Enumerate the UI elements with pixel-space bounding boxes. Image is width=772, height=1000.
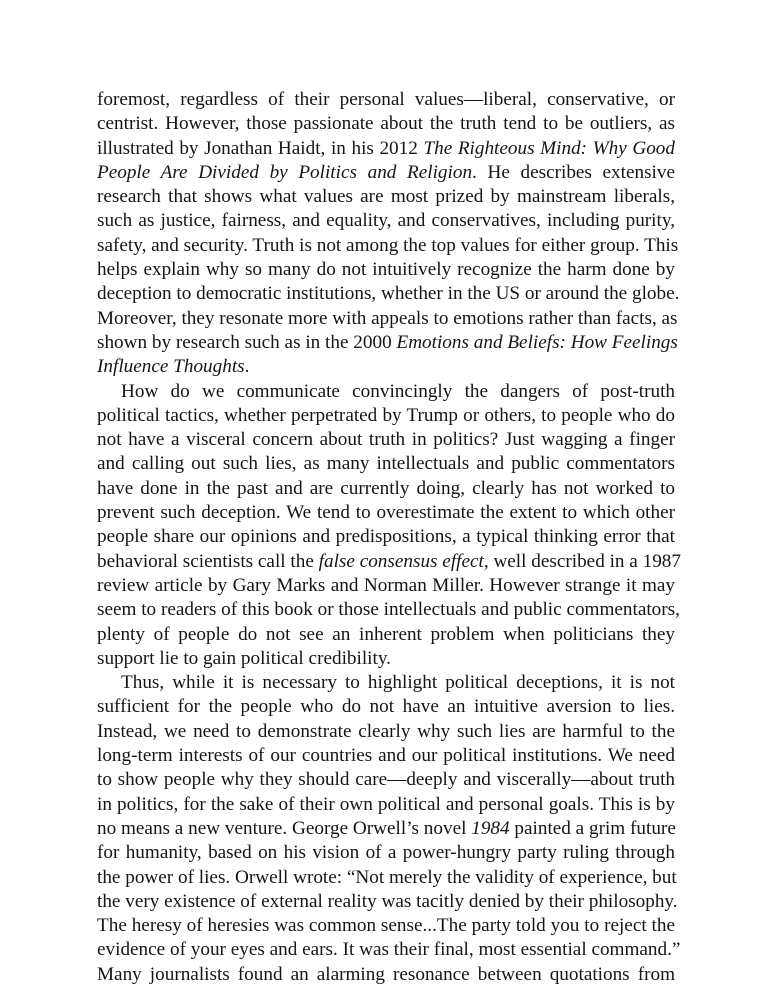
text-run: seem to readers of this book or those intellectuals and public commentators, [97, 599, 680, 621]
text-run: in politics, for the sake of their own political and personal goals. This is by [97, 793, 675, 815]
text-line [97, 817, 675, 841]
text-line [97, 671, 675, 695]
text-run: have done in the past and are currently doing, clearly has not worked to [97, 477, 675, 499]
text-line [97, 234, 679, 258]
italic-text: false consensus effect [318, 550, 484, 572]
text-run: and calling out such lies, as many intellectuals and public commentators [97, 453, 675, 475]
italic-text: 1984 [471, 817, 510, 839]
text-run: foremost, regardless of their personal values—liberal, conservative, or [97, 89, 675, 110]
text-run: illustrated by Jonathan Haidt, in his 2012 [97, 137, 424, 159]
paragraph [97, 380, 681, 672]
text-line [97, 598, 680, 622]
text-run: , well described in a 1987 [483, 550, 681, 572]
text-run: How do we communicate convincingly the dangers of post-truth [121, 380, 675, 402]
text-line [97, 574, 675, 598]
text-run: for humanity, based on his vision of a power-hungry party ruling through [97, 842, 675, 864]
text-run: evidence of your eyes and ears. It was their final, most essential command.” [97, 939, 681, 961]
italic-text: Emotions and Beliefs: How Feelings [396, 331, 678, 353]
text-line [97, 331, 678, 355]
text-run: plenty of people do not see an inherent problem when politicians they [97, 623, 675, 645]
text-run: painted a grim future [509, 817, 676, 839]
text-run: Instead, we need to demonstrate clearly why such lies are harmful to the [97, 720, 675, 742]
text-line [97, 282, 680, 306]
text-run: long-term interests of our countries and our political institutions. We need [97, 745, 675, 767]
text-run: sufficient for the people who do not have an intuitive aversion to lies. [97, 696, 675, 718]
text-line [97, 355, 675, 379]
text-line [97, 866, 675, 890]
text-run: prevent such deception. We tend to overestimate the extent to which other [97, 502, 675, 524]
italic-text: The Righteous Mind: Why Good [423, 137, 675, 159]
text-run: research that shows what values are most prized by mainstream liberals, [97, 186, 675, 208]
text-line [97, 404, 675, 428]
text-line [97, 963, 675, 987]
text-line [97, 768, 675, 792]
text-run: such as justice, fairness, and equality, and conservatives, including purity, [97, 210, 675, 232]
text-run: safety, and security. Truth is not among the top values for either group. This [97, 234, 679, 256]
text-line [97, 720, 675, 744]
text-run: the very existence of external reality was tacitly denied by their philosophy. [97, 890, 678, 912]
text-run: support lie to gain political credibility. [97, 647, 391, 669]
paragraph [97, 88, 680, 380]
text-line [97, 550, 681, 574]
text-run: centrist. However, those passionate about the truth tend to be outliers, as [97, 113, 675, 135]
text-run: review article by Gary Marks and Norman Miller. However strange it may [97, 574, 675, 596]
text-line [97, 112, 675, 136]
text-run: the power of lies. Orwell wrote: “Not merely the validity of experience, but [97, 866, 677, 888]
italic-text: Influence Thoughts [97, 356, 245, 378]
text-line [97, 185, 675, 209]
text-run: not have a visceral concern about truth in politics? Just wagging a finger [97, 429, 675, 451]
text-run: no means a new venture. George Orwell’s novel [97, 817, 472, 839]
text-line [97, 258, 675, 282]
text-run: political tactics, whether perpetrated by Trump or others, to people who do [97, 404, 675, 426]
text-run: . He describes extensive [472, 161, 675, 183]
text-line [97, 841, 675, 865]
text-line [97, 428, 675, 452]
text-line [97, 501, 675, 525]
text-line [97, 477, 675, 501]
text-run: Thus, while it is necessary to highlight political deceptions, it is not [121, 672, 675, 694]
text-line [97, 890, 678, 914]
text-line [97, 914, 675, 938]
text-line [97, 161, 675, 185]
text-run: behavioral scientists call the [97, 550, 319, 572]
text-run: . [244, 356, 250, 378]
text-line [97, 137, 675, 161]
text-run: shown by research such as in the 2000 [97, 331, 397, 353]
text-run: to show people why they should care—deeply and viscerally—about truth [97, 769, 675, 791]
text-line [97, 793, 675, 817]
text-run: people share our opinions and predispositions, a typical thinking error that [97, 526, 675, 548]
text-line [97, 695, 675, 719]
italic-text: People Are Divided by Politics and Religion [97, 161, 473, 183]
text-line [97, 647, 675, 671]
text-run: Moreover, they resonate more with appeals to emotions rather than facts, as [97, 307, 678, 329]
text-run: Many journalists found an alarming resonance between quotations from [97, 963, 675, 985]
text-line [97, 88, 675, 112]
text-line [97, 525, 675, 549]
text-line [97, 452, 675, 476]
text-line [97, 380, 675, 404]
text-line [97, 623, 675, 647]
paragraph [97, 671, 681, 987]
text-run: deception to democratic institutions, whether in the US or around the globe. [97, 283, 680, 305]
text-line [97, 744, 675, 768]
text-run: The heresy of heresies was common sense...The party told you to reject the [97, 915, 675, 937]
text-line [97, 307, 678, 331]
body-text [97, 88, 681, 987]
text-line [97, 209, 675, 233]
text-run: helps explain why so many do not intuitively recognize the harm done by [97, 259, 675, 281]
text-line [97, 938, 681, 962]
